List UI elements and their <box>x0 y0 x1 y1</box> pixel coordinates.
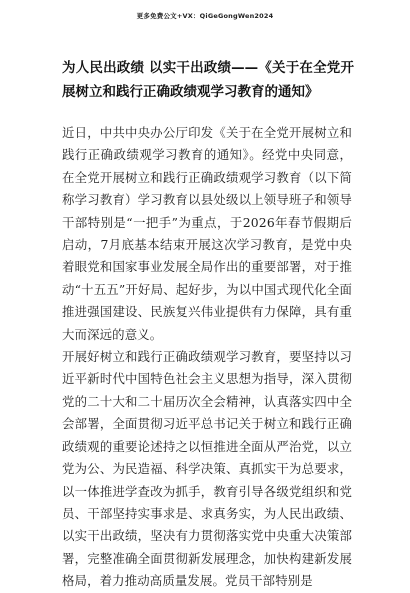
document-body <box>62 122 352 593</box>
paragraph: 近日，中共中央办公厅印发《关于在全党开展树立和践行正确政绩观学习教育的通知》。经党中央同意，在全党开展树立和践行正确政绩观学习教育（以下简称学习教育）学习教育以县处级以上领导班子和领导干部特别是“一把手”为重点，于2026年春节假期后启动，7月底基本结束开展这次学习教育，是党中央着眼党和国家事业发展全局作出的重要部署，对于推动“十五五”开好局、起好步，为以中国式现代化全面推进强国建设、民族复兴伟业提供有力保障，具有重大而深远的意义。 <box>62 125 352 342</box>
header-note: 更多免费公文+VX：QiGeGongWen2024 <box>136 12 274 20</box>
document-title: 为人民出政绩 以实干出政绩——《关于在全党开展树立和践行正确政绩观学习教育的通知》 <box>62 60 354 100</box>
paragraph: 开展好树立和践行正确政绩观学习教育，要坚持以习近平新时代中国特色社会主义思想为指导，深入贯彻党的二十大和二十届历次全会精神，认真落实四中全会部署，全面贯彻习近平总书记关于树立和践行正确政绩观的重要论述持之以恒推进全面从严治党，以立党为公、为民造福、科学决策、真抓实干为总要求，以一体推进学查改为抓手，教育引导各级党组织和党员、干部坚持实事求是、求真务实，为人民出政绩、以实干出政绩，坚决有力贯彻落实党中央重大决策部署，完整准确全面贯彻新发展理念，加快构建新发展格局，着力推动高质量发展。党员干部特别是 <box>62 349 352 589</box>
